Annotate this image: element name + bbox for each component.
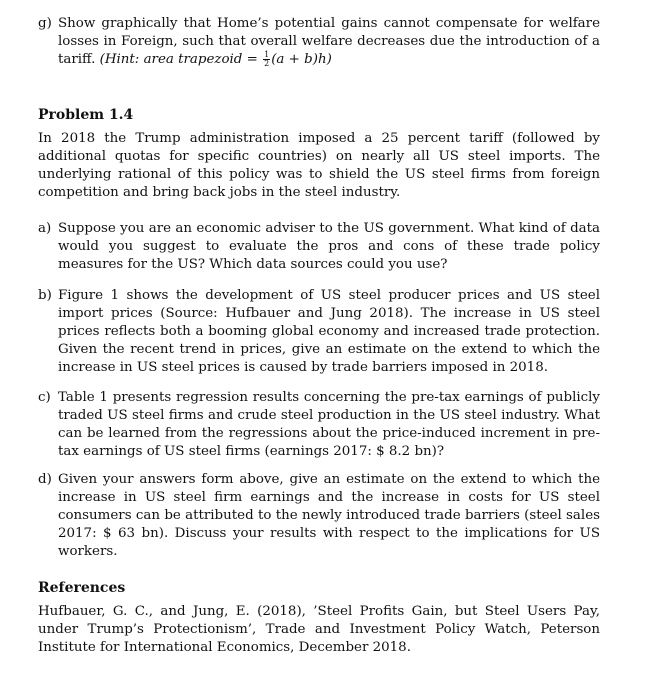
question-text: Given your answers form above, give an estimate on the extend to which the increase in US steel firm earnings and the increase in costs for US steel consumers can be attributed to the newly introduced trade barriers (steel sales 2017: $ 63 bn). Discuss your results with respect to the implications for US workers.	[58, 472, 600, 559]
question-b	[38, 287, 600, 377]
references-title: References	[38, 580, 126, 596]
fraction-one-half	[263, 51, 270, 68]
fraction-numerator: 1	[264, 50, 270, 59]
question-label: c)	[38, 390, 51, 405]
question-label: b)	[38, 288, 52, 303]
question-g	[38, 15, 600, 69]
fraction-denominator: 2	[264, 59, 270, 68]
question-label: g)	[38, 16, 52, 31]
reference-entry: Hufbauer, G. C., and Jung, E. (2018), ’Steel Profits Gain, but Steel Users Pay, under Trump’s Protectionism’, Trade and Investment Policy Watch, Peterson Institute for International Economics, December 2018.	[38, 604, 600, 655]
question-text: Table 1 presents regression results concerning the pre-tax earnings of publicly traded US steel firms and crude steel production in the US steel industry. What can be learned from the regressions about the price-induced increment in pre-tax earnings of US steel firms (earnings 2017: $ 8.2 bn)?	[58, 390, 600, 459]
question-text	[58, 15, 600, 69]
hint-label: (Hint:	[99, 52, 140, 67]
problem-title: Problem 1.4	[38, 107, 134, 123]
hint-formula-left: area trapezoid =	[143, 52, 258, 67]
question-label: a)	[38, 221, 52, 236]
question-label: d)	[38, 472, 52, 487]
question-c	[38, 389, 600, 461]
question-g-body: Show graphically that Home’s potential gains cannot compensate for welfare losses in Foreign, such that overall welfare decreases due the introduction of a tariff.	[58, 16, 600, 67]
question-a	[38, 220, 600, 274]
question-text: Suppose you are an economic adviser to the US government. What kind of data would you suggest to evaluate the pros and cons of these trade policy measures for the US? Which data sources could you use?	[58, 221, 600, 272]
question-d	[38, 471, 600, 561]
question-text: Figure 1 shows the development of US steel producer prices and US steel import prices (Source: Hufbauer and Jung 2018). The increase in US steel prices reflects both a booming global economy and increased trade protection. Given the recent trend in prices, give an estimate on the extend to which the increase in US steel prices is caused by trade barriers imposed in 2018.	[58, 288, 600, 375]
hint-formula-right: (a + b)h)	[271, 52, 332, 67]
problem-intro: In 2018 the Trump administration imposed a 25 percent tariff (followed by additional quotas for specific countries) on nearly all US steel imports. The underlying rational of this policy was to shield the US steel firms from foreign competition and bring back jobs in the steel industry.	[38, 131, 600, 200]
